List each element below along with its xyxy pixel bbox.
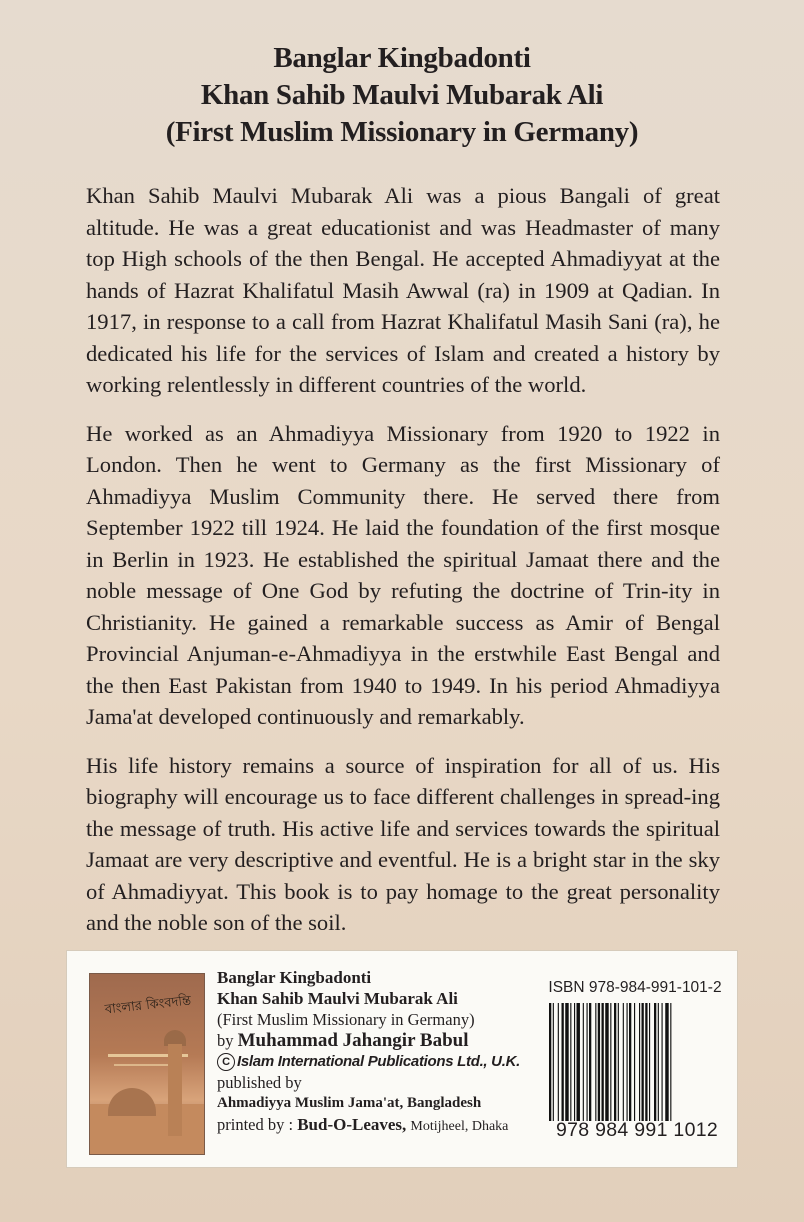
copyright-icon: C <box>217 1053 235 1071</box>
printer-location: Motijheel, Dhaka <box>410 1119 509 1134</box>
author-line <box>217 1030 537 1051</box>
copyright-line <box>217 1051 537 1072</box>
published-label: published by <box>217 1073 302 1092</box>
barcode-icon <box>549 1003 723 1121</box>
mosque-dome-icon <box>108 1088 156 1116</box>
book-subject: Khan Sahib Maulvi Mubarak Ali <box>200 79 604 111</box>
printer-name: Bud-O-Leaves, <box>297 1115 407 1134</box>
publisher-name: Ahmadiyya Muslim Jama'at, Bangladesh <box>217 1095 482 1111</box>
info-subject: Khan Sahib Maulvi Mubarak Ali <box>217 989 458 1008</box>
author-name: Muhammad Jahangir Babul <box>237 1030 469 1051</box>
printed-label: printed by : <box>217 1115 294 1134</box>
publication-info-box <box>66 950 738 1168</box>
thumbnail-title: বাংলার কিংবদন্তি <box>104 993 192 1018</box>
book-subtitle: (First Muslim Missionary in Germany) <box>165 116 639 148</box>
barcode-number: 978 984 991 1012 <box>555 1119 719 1141</box>
info-title: Banglar Kingbadonti <box>217 968 372 987</box>
publication-details <box>217 967 537 1137</box>
blurb-paragraph-3: His life history remains a source of inspiration for all of us. His biography will encourage us to face different challenges in spread-ing the message of truth. His active life and services towards the spiritual Jamaat are very descriptive and eventful. He is a bright star in the sky of Ahmadiyyat. This book is to pay homage to the great personality and the noble son of the soil. <box>86 752 720 935</box>
blurb-paragraph-1: Khan Sahib Maulvi Mubarak Ali was a pious Bangali of great altitude. He was a great educationist and was Headmaster of many top High schools of the then Bengal. He accepted Ahmadiyyat at the hands of Hazrat Khalifatul Masih Awwal (ra) in 1909 at Qadian. In 1917, in response to a call from Hazrat Khalifatul Masih Sani (ra), he dedicated his life for the services of Islam and created a history by working relentlessly in different countries of the world. <box>86 183 720 397</box>
title-block <box>0 40 804 151</box>
minaret-icon <box>168 1044 182 1136</box>
book-title: Banglar Kingbadonti <box>273 42 531 74</box>
book-cover-thumbnail <box>89 973 205 1155</box>
info-subtitle: (First Muslim Missionary in Germany) <box>217 1010 475 1029</box>
printer-line <box>217 1114 537 1137</box>
blurb-paragraph-2: He worked as an Ahmadiyya Missionary from 1920 to 1922 in London. Then he went to Germany as the first Missionary of Ahmadiyya Muslim Community there. He served there from September 1922 till 1924. He laid the foundation of the first mosque in Berlin in 1923. He established the spiritual Jamaat there and the noble message of One God by refuting the doctrine of Trin-ity in Christianity. He gained a remarkable success as Amir of Bengal Provincial Anjuman-e-Ahmadiyya in the erstwhile East Bengal and the then East Pakistan from 1940 to 1949. In his period Ahmadiyya Jama'at developed continuously and remarkably. <box>86 420 720 729</box>
blurb <box>86 180 720 956</box>
by-label: by <box>217 1031 234 1050</box>
copyright-holder: Islam International Publications Ltd., U.K. <box>237 1053 520 1070</box>
isbn-label: ISBN 978-984-991-101-2 <box>548 979 722 996</box>
